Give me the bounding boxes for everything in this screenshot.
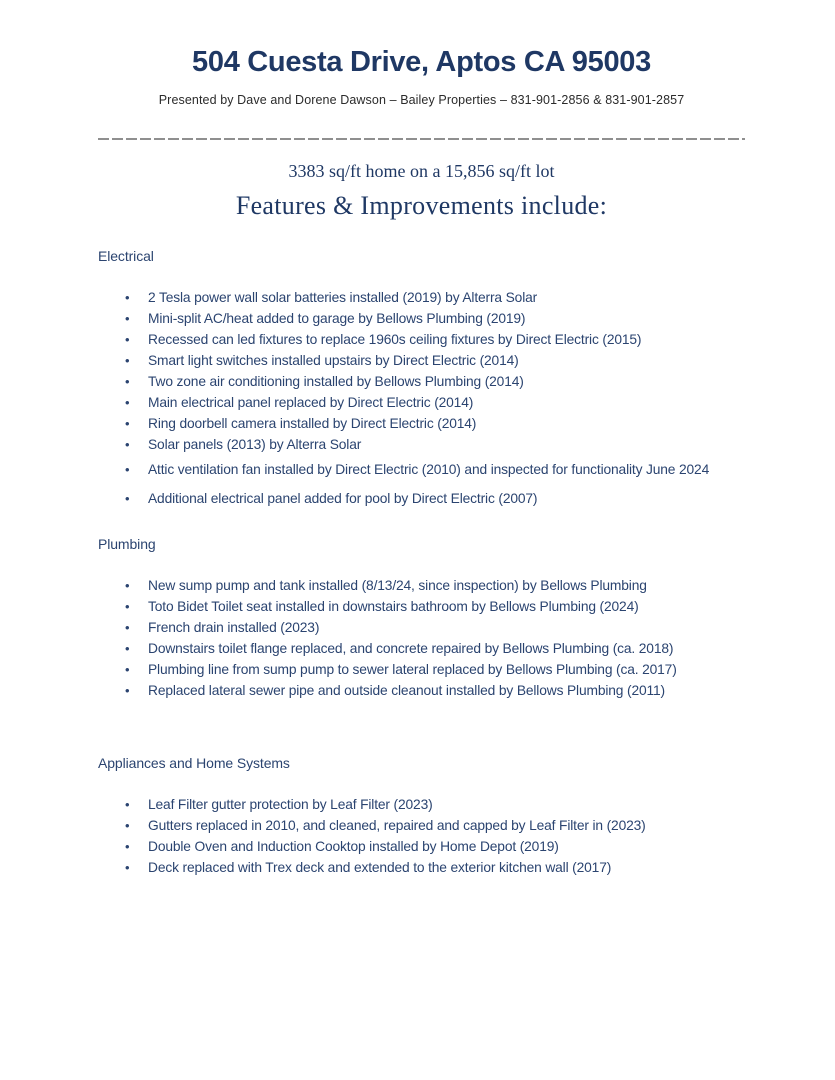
list-item [125, 575, 725, 596]
list-item-text: New sump pump and tank installed (8/13/24, since inspection) by Bellows Plumbing [148, 578, 647, 593]
section-heading-electrical: Electrical [98, 248, 154, 264]
list-item [125, 638, 725, 659]
list-item [125, 836, 725, 857]
bullet-icon: • [125, 437, 130, 452]
section-heading-appliances: Appliances and Home Systems [98, 755, 290, 771]
bullet-icon: • [125, 353, 130, 368]
list-item-text: Plumbing line from sump pump to sewer lateral replaced by Bellows Plumbing (ca. 2017) [148, 662, 677, 677]
list-item-text: Additional electrical panel added for pool by Direct Electric (2007) [148, 491, 538, 506]
list-item-text: Attic ventilation fan installed by Direct Electric (2010) and inspected for functionality June 2024 [148, 462, 710, 477]
section-heading-plumbing: Plumbing [98, 536, 156, 552]
list-item [125, 857, 725, 878]
list-item-text: Replaced lateral sewer pipe and outside cleanout installed by Bellows Plumbing (2011) [148, 683, 665, 698]
bullet-icon: • [125, 860, 130, 875]
list-item-text: French drain installed (2023) [148, 620, 320, 635]
list-item-text: Toto Bidet Toilet seat installed in downstairs bathroom by Bellows Plumbing (2024) [148, 599, 639, 614]
list-item-text: Gutters replaced in 2010, and cleaned, repaired and capped by Leaf Filter in (2023) [148, 818, 646, 833]
list-item [125, 287, 725, 308]
bullet-icon: • [125, 818, 130, 833]
bullet-icon: • [125, 395, 130, 410]
list-item [125, 329, 725, 350]
list-item [125, 488, 725, 509]
list-item-text: Recessed can led fixtures to replace 1960s ceiling fixtures by Direct Electric (2015) [148, 332, 642, 347]
bullet-icon: • [125, 839, 130, 854]
list-item-text: Mini-split AC/heat added to garage by Bellows Plumbing (2019) [148, 311, 526, 326]
bullet-icon: • [125, 311, 130, 326]
bullet-icon: • [125, 599, 130, 614]
list-item [125, 596, 725, 617]
list-item [125, 350, 725, 371]
list-item [125, 794, 725, 815]
bullet-icon: • [125, 662, 130, 677]
list-item [125, 815, 725, 836]
list-item [125, 680, 725, 701]
list-item-text: 2 Tesla power wall solar batteries installed (2019) by Alterra Solar [148, 290, 538, 305]
list-item-text: Ring doorbell camera installed by Direct Electric (2014) [148, 416, 477, 431]
list-item [125, 413, 725, 434]
bullet-icon: • [125, 578, 130, 593]
list-item [125, 371, 725, 392]
bullet-icon: • [125, 290, 130, 305]
list-item-text: Two zone air conditioning installed by Bellows Plumbing (2014) [148, 374, 524, 389]
list-item-text: Smart light switches installed upstairs by Direct Electric (2014) [148, 353, 519, 368]
bullet-icon: • [125, 416, 130, 431]
features-heading: Features & Improvements include: [235, 191, 608, 220]
dashed-divider [98, 138, 745, 140]
feature-list-appliances [98, 794, 745, 878]
list-item-text: Solar panels (2013) by Alterra Solar [148, 437, 362, 452]
list-item [125, 617, 725, 638]
list-item-text: Downstairs toilet flange replaced, and concrete repaired by Bellows Plumbing (ca. 2018) [148, 641, 674, 656]
bullet-icon: • [125, 683, 130, 698]
list-item [125, 308, 725, 329]
page-title: 504 Cuesta Drive, Aptos CA 95003 [192, 46, 651, 78]
bullet-icon: • [125, 641, 130, 656]
list-item [125, 659, 725, 680]
bullet-icon: • [125, 491, 130, 506]
list-item [125, 434, 725, 455]
presented-by-line: Presented by Dave and Dorene Dawson – Bailey Properties – 831-901-2856 & 831-901-2857 [158, 93, 685, 107]
bullet-icon: • [125, 374, 130, 389]
list-item-text: Main electrical panel replaced by Direct Electric (2014) [148, 395, 474, 410]
list-item-text: Double Oven and Induction Cooktop installed by Home Depot (2019) [148, 839, 559, 854]
lot-size-line: 3383 sq/ft home on a 15,856 sq/ft lot [288, 161, 555, 181]
list-item-text: Leaf Filter gutter protection by Leaf Filter (2023) [148, 797, 433, 812]
list-item [125, 392, 725, 413]
bullet-icon: • [125, 462, 130, 477]
bullet-icon: • [125, 797, 130, 812]
feature-list-electrical [98, 287, 745, 509]
bullet-icon: • [125, 332, 130, 347]
feature-list-plumbing [98, 575, 745, 701]
list-item-text: Deck replaced with Trex deck and extended to the exterior kitchen wall (2017) [148, 860, 612, 875]
list-item [125, 455, 725, 484]
bullet-icon: • [125, 620, 130, 635]
